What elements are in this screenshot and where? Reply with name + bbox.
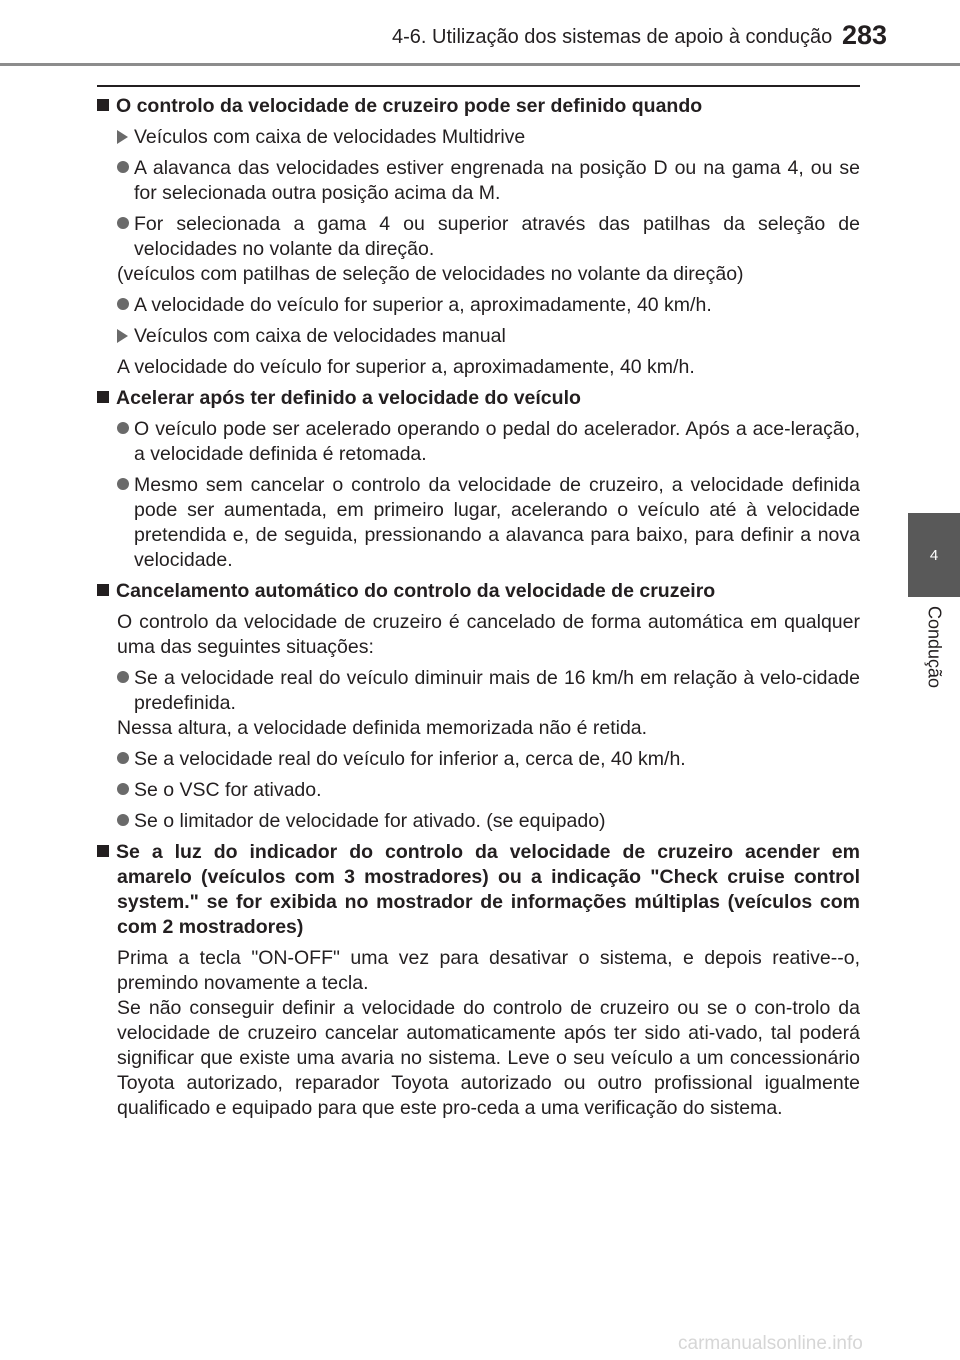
content-top-divider — [97, 85, 860, 87]
paragraph: Prima a tecla "ON-OFF" uma vez para desativar o sistema, e depois reative--o, premindo novamente a tecla. Se não conseguir definir a velocidade do controlo de cruzeiro ou se o con-trolo da velocidade de cruzeiro cancelar automaticamente após ter sido ati-vado, tal poderá significar que existe uma avaria no sistema. Leve o seu veículo a um concessionário Toyota autorizado, reparador Toyota autorizado ou outro profissional igualmente qualificado e equipado para que este pro-ceda a uma verificação do sistema. — [117, 947, 860, 1119]
paragraph: O controlo da velocidade de cruzeiro é cancelado de forma automática em qualquer uma das seguintes situações: — [117, 611, 860, 658]
header-section-title: 4-6. Utilização dos sistemas de apoio à condução — [392, 26, 833, 48]
section-heading: O controlo da velocidade de cruzeiro pode ser definido quando — [97, 94, 860, 119]
circle-bullet-icon — [117, 422, 129, 434]
header-divider — [0, 63, 960, 66]
chapter-tab-number: 4 — [929, 546, 939, 564]
circle-bullet-icon — [117, 478, 129, 490]
list-item: For selecionada a gama 4 ou superior através das patilhas da seleção de velocidades no volante da direção. (veículos com patilhas de seleção de velocidades no volante da direção) — [117, 213, 860, 285]
sub-condition-label: Veículos com caixa de velocidades Multidrive — [97, 125, 860, 150]
circle-bullet-icon — [117, 814, 129, 826]
list-item: Se o limitador de velocidade for ativado. (se equipado) — [97, 809, 860, 834]
square-bullet-icon — [97, 845, 109, 857]
watermark: carmanualsonline.info — [678, 1333, 863, 1354]
list-item: O veículo pode ser acelerado operando o pedal do acelerador. Após a ace-leração, a velocidade definida é retomada. — [97, 417, 860, 467]
square-bullet-icon — [97, 391, 109, 403]
page-content — [97, 94, 860, 1127]
list-item: A alavanca das velocidades estiver engrenada na posição D ou na gama 4, ou se for selecionada outra posição acima da M. — [97, 156, 860, 206]
square-bullet-icon — [97, 99, 109, 111]
list-item: Se a velocidade real do veículo for inferior a, cerca de, 40 km/h. — [97, 747, 860, 772]
chapter-tab[interactable] — [908, 513, 960, 597]
square-bullet-icon — [97, 584, 109, 596]
circle-bullet-icon — [117, 161, 129, 173]
sub-condition-label: Veículos com caixa de velocidades manual — [97, 324, 860, 349]
circle-bullet-icon — [117, 671, 129, 683]
section-heading: Cancelamento automático do controlo da velocidade de cruzeiro — [97, 579, 860, 604]
circle-bullet-icon — [117, 752, 129, 764]
arrow-bullet-icon — [117, 130, 128, 144]
circle-bullet-icon — [117, 783, 129, 795]
circle-bullet-icon — [117, 298, 129, 310]
section-heading: Acelerar após ter definido a velocidade do veículo — [97, 386, 860, 411]
paragraph: A velocidade do veículo for superior a, aproximadamente, 40 km/h. — [117, 356, 695, 378]
list-item: Mesmo sem cancelar o controlo da velocidade de cruzeiro, a velocidade definida pode ser aumentada, em primeiro lugar, acelerando o veículo até à velocidade pretendida e, de seguida, pressionando a alavanca para baixo, para definir a nova velocidade. — [97, 473, 860, 573]
section-heading: Se a luz do indicador do controlo da velocidade de cruzeiro acender em amarelo (veículos com 3 mostradores) ou a indicação "Check cruise control system." se for exibida no mostrador de informações múltiplas (veículos com com 2 mostradores) — [97, 840, 860, 940]
page-number: 283 — [842, 20, 888, 50]
list-item: A velocidade do veículo for superior a, aproximadamente, 40 km/h. — [97, 293, 860, 318]
chapter-tab-label: Condução — [924, 606, 945, 689]
list-item: Se a velocidade real do veículo diminuir mais de 16 km/h em relação à velo-cidade predefinida. Nessa altura, a velocidade definida memorizada não é retida. — [117, 667, 860, 739]
arrow-bullet-icon — [117, 329, 128, 343]
circle-bullet-icon — [117, 217, 129, 229]
list-item: Se o VSC for ativado. — [97, 778, 860, 803]
